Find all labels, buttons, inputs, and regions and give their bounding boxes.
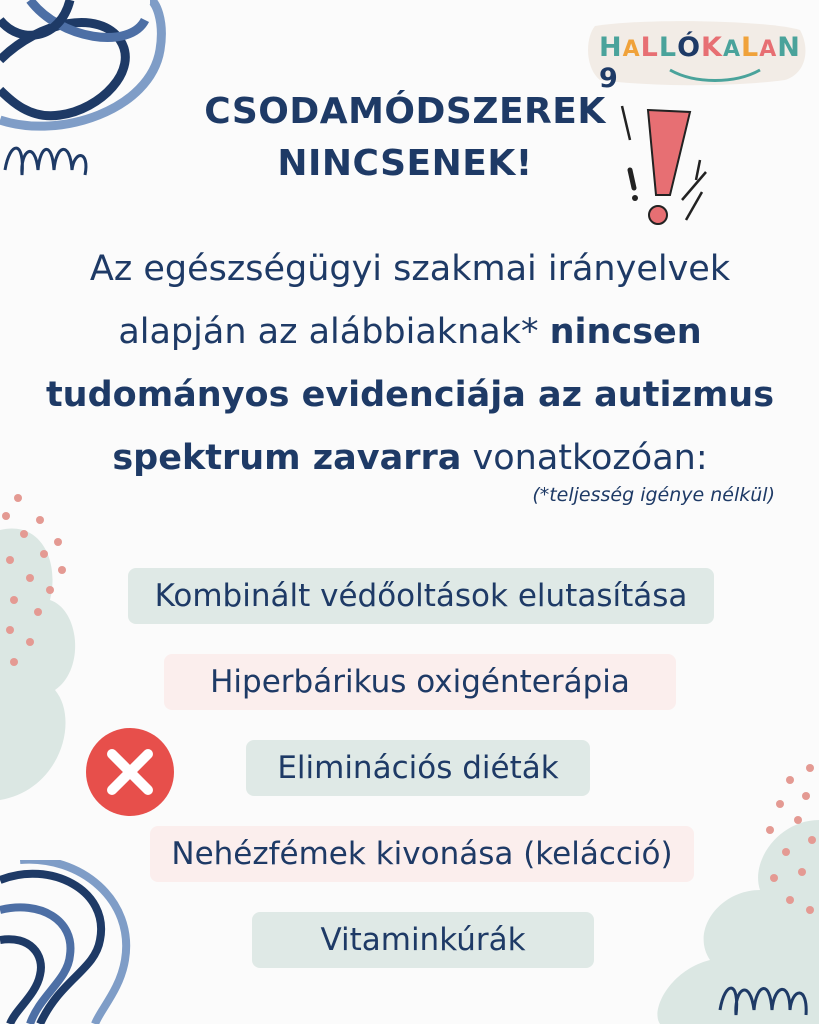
footnote: (*teljesség igénye nélkül) [532,484,775,506]
list-item: Hiperbárikus oxigénterápia [164,654,676,710]
bottom-left-squiggle [0,860,140,1024]
intro-text-regular: Az egészségügyi szakmai irányelvek alapján az alábbiaknak* [89,249,731,352]
list-item: Eliminációs diéták [246,740,590,796]
list-item: Nehézfémek kivonása (kelácció) [150,826,694,882]
top-left-squiggle [0,0,180,200]
exclamation-icon [612,100,712,235]
title-line-1: CSODAMÓDSZEREK [204,91,606,132]
x-icon [86,728,174,816]
intro-paragraph [30,238,790,490]
page-title [160,86,650,190]
intro-text-bold: nincsen tudományos evidenciája az autizmus spektrum zavarra [45,312,775,478]
intro-text-end: vonatkozóan: [472,438,708,478]
bottom-right-blob-decoration [630,760,819,1024]
left-blob-decoration [0,490,90,820]
brand-wordmark: HALLÓKALAN9 [599,32,801,94]
list-item: Kombinált védőoltások elutasítása [128,568,714,624]
brand-logo [585,18,810,94]
list-item: Vitaminkúrák [252,912,594,968]
title-line-2: NINCSENEK! [277,143,533,184]
